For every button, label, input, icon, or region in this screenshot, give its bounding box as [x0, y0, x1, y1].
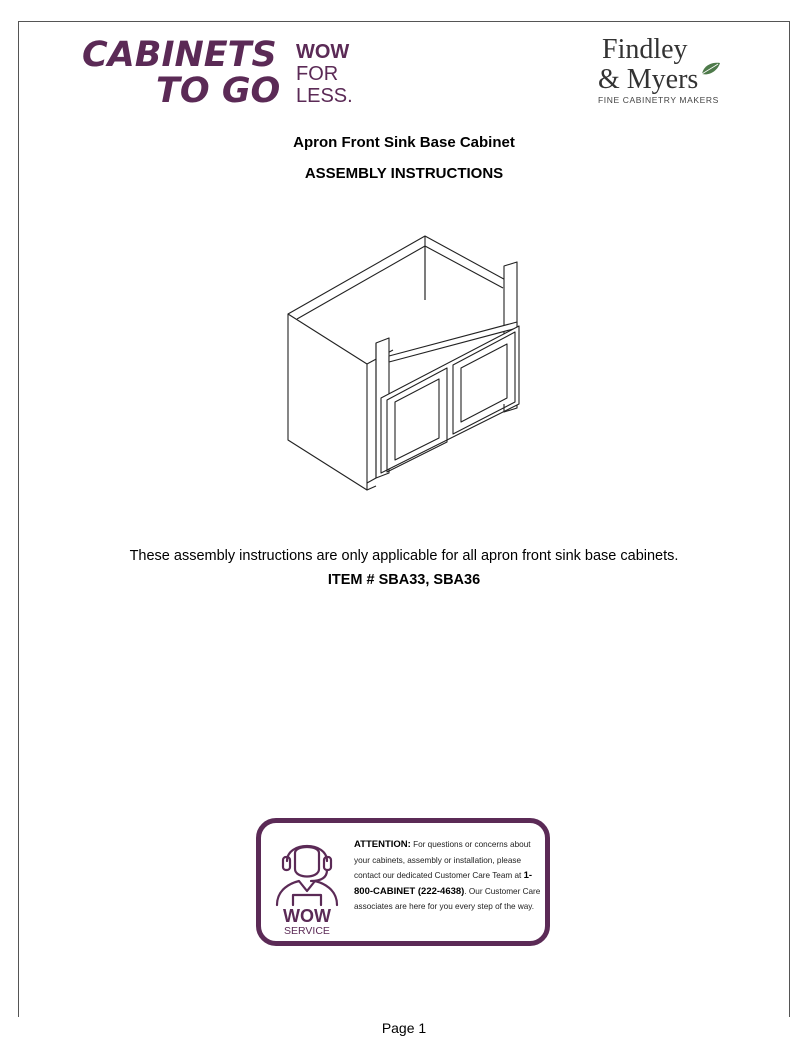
- attention-text-part2: . Our Customer Care associates are here for you every step of the way.: [354, 886, 541, 911]
- tagline-wow: WOW: [296, 41, 350, 63]
- badge-wow: WOW: [283, 906, 331, 926]
- findley-myers-logo: [592, 30, 724, 122]
- customer-service-agent-icon: [273, 831, 341, 907]
- logo-word-to-go: TO GO: [156, 71, 281, 111]
- tagline-for: FOR: [296, 63, 339, 85]
- cabinets-to-go-logo: [82, 35, 372, 112]
- logo-word-cabinets: CABINETS: [82, 35, 277, 75]
- leaf-icon: [700, 60, 722, 78]
- attention-label: ATTENTION:: [354, 839, 411, 850]
- cabinet-illustration: [275, 228, 525, 493]
- attention-text: [354, 837, 546, 915]
- badge-service: SERVICE: [284, 925, 330, 937]
- wow-service-badge: [273, 907, 341, 937]
- logo-tagline: [296, 41, 353, 107]
- document-title: Apron Front Sink Base Cabinet: [293, 134, 515, 151]
- tagline-less: LESS.: [296, 85, 353, 107]
- customer-care-phone: 1-800-CABINET (222-4638): [354, 870, 533, 897]
- applicability-note: These assembly instructions are only applicable for all apron front sink base cabinets.: [129, 548, 679, 564]
- document-subtitle: ASSEMBLY INSTRUCTIONS: [304, 165, 504, 182]
- item-numbers: ITEM # SBA33, SBA36: [327, 572, 481, 588]
- logo-word-myers: & Myers: [598, 64, 699, 95]
- attention-box: [256, 818, 550, 946]
- logo-tagline-fine-cabinetry: FINE CABINETRY MAKERS: [598, 95, 719, 105]
- page-number: Page 1: [381, 1020, 427, 1036]
- attention-text-part1: For questions or concerns about your cabinets, assembly or installation, please contact our dedicated Customer Care Team at: [354, 840, 531, 880]
- logo-word-findley: Findley: [602, 34, 688, 65]
